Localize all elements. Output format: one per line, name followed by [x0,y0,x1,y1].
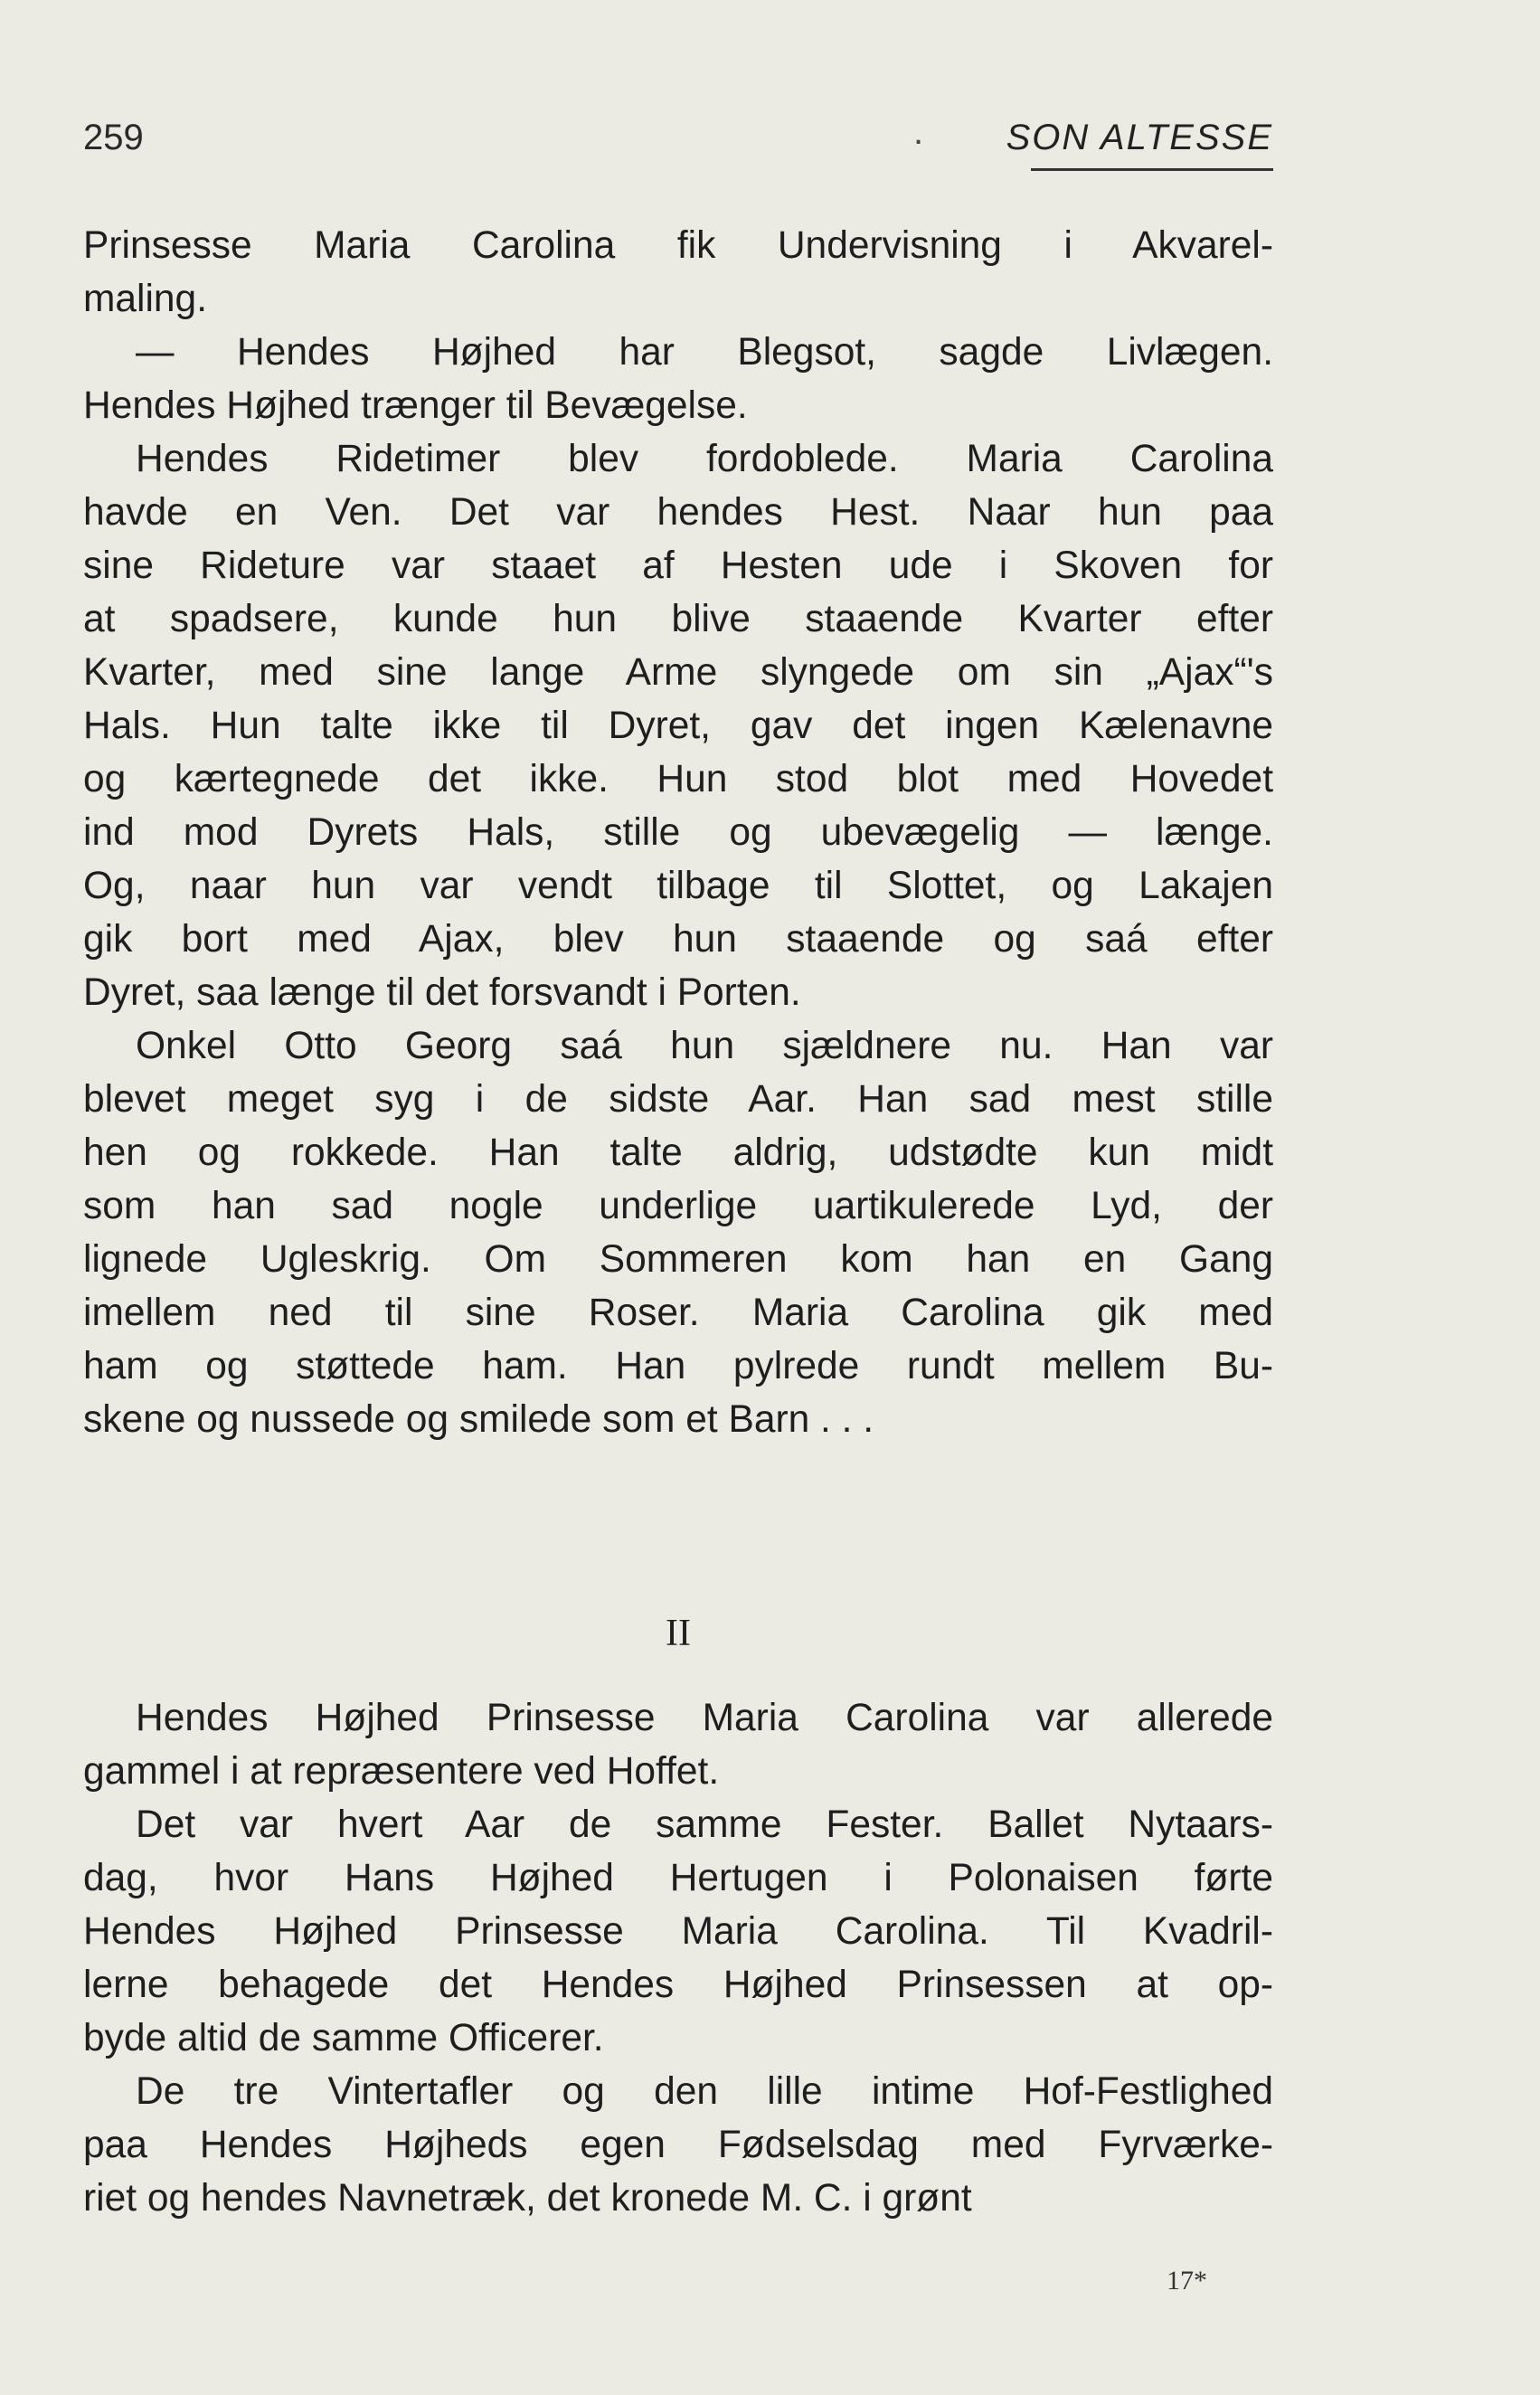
text-line: paa Hendes Højheds egen Fødselsdag med Fyrværke- [83,2124,1273,2166]
text-line: riet og hendes Navnetræk, det kronede M. C. i grønt [83,2177,972,2220]
section-heading: II [666,1613,691,1654]
page-number: 259 [83,118,144,157]
text-line: skene og nussede og smilede som et Barn . . . [83,1398,874,1441]
text-line: byde altid de samme Officerer. [83,2017,604,2059]
text-line: som han sad nogle underlige uartikulerede Lyd, der [83,1185,1273,1227]
heading-gap [83,1661,1273,1691]
section-two [83,1691,1273,2225]
text-line: ind mod Dyrets Hals, stille og ubevægelig — længe. [83,811,1273,854]
text-line: havde en Ven. Det var hendes Hest. Naar hun paa [83,491,1273,534]
text-line: Kvarter, med sine lange Arme slyngede om sin „Ajax“'s [83,651,1273,694]
header-rule [1031,168,1273,171]
text-line: Det var hvert Aar de samme Fester. Ballet Nytaars- [136,1803,1273,1846]
text-line: dag, hvor Hans Højhed Hertugen i Polonaisen førte [83,1857,1273,1899]
paragraph [83,1798,1273,2065]
signature-mark: 17* [1167,2266,1207,2296]
paragraph [83,432,1273,1019]
text-line: at spadsere, kunde hun blive staaende Kvarter efter [83,598,1273,640]
text-line: Og, naar hun var vendt tilbage til Slottet, og Lakajen [83,865,1273,907]
text-line: ham og støttede ham. Han pylrede rundt mellem Bu- [83,1345,1273,1387]
text-line: Hendes Højhed Prinsesse Maria Carolina. Til Kvadril- [83,1910,1273,1953]
text-line: Onkel Otto Georg saá hun sjældnere nu. Han var [136,1025,1273,1067]
text-line: lignede Ugleskrig. Om Sommeren kom han en Gang [83,1238,1273,1281]
text-line: — Hendes Højhed har Blegsot, sagde Livlægen. [136,331,1273,374]
paragraph [83,1019,1273,1446]
header-dot: . [913,112,924,152]
text-line: Hendes Højhed Prinsesse Maria Carolina var allerede [136,1697,1273,1739]
text-line: gik bort med Ajax, blev hun staaende og saá efter [83,918,1273,961]
page-header [83,114,1273,177]
text-line: Hendes Ridetimer blev fordoblede. Maria Carolina [136,438,1273,480]
text-line: og kærtegnede det ikke. Hun stod blot med Hovedet [83,758,1273,800]
paragraph [83,219,1273,326]
text-line: lerne behagede det Hendes Højhed Prinsessen at op- [83,1964,1273,2006]
running-title: SON ALTESSE [1006,118,1273,157]
paragraph [83,2065,1273,2225]
text-line: De tre Vintertafler og den lille intime Hof-Festlighed [136,2070,1273,2113]
text-line: Prinsesse Maria Carolina fik Undervisning i Akvarel- [83,224,1273,267]
text-line: gammel i at repræsentere ved Hoffet. [83,1750,720,1793]
text-body [83,219,1273,2225]
text-line: hen og rokkede. Han talte aldrig, udstødte kun midt [83,1131,1273,1174]
section-gap [83,1446,1273,1607]
text-line: maling. [83,278,208,320]
paragraph [83,326,1273,432]
text-line: sine Rideture var staaet af Hesten ude i Skoven for [83,544,1273,587]
paragraph [83,1691,1273,1798]
text-line: blevet meget syg i de sidste Aar. Han sad mest stille [83,1078,1273,1121]
section-one [83,219,1273,1446]
text-line: Dyret, saa længe til det forsvandt i Porten. [83,971,801,1014]
text-line: Hendes Højhed trænger til Bevægelse. [83,384,748,427]
text-line: imellem ned til sine Roser. Maria Carolina gik med [83,1292,1273,1334]
text-line: Hals. Hun talte ikke til Dyret, gav det ingen Kælenavne [83,705,1273,747]
